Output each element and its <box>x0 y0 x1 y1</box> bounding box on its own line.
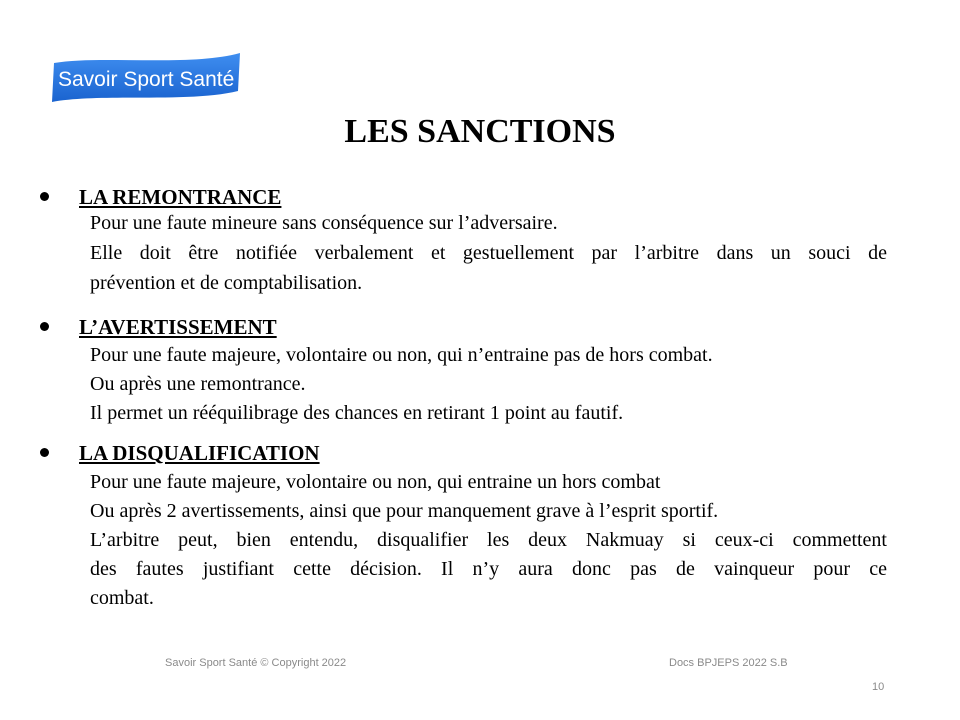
section-text-line: des fautes justifiant cette décision. Il n’y aura donc pas de vainqueur pour ce <box>90 558 887 580</box>
section-text-line: Elle doit être notifiée verbalement et gestuellement par l’arbitre dans un souci de <box>90 242 887 264</box>
logo-text: Savoir Sport Santé <box>58 68 235 91</box>
section-heading: L’AVERTISSEMENT <box>79 315 277 339</box>
bullet-icon <box>40 192 49 201</box>
logo-banner <box>50 53 242 103</box>
footer-copyright: Savoir Sport Santé © Copyright 2022 <box>165 657 347 669</box>
section-text-line: Ou après 2 avertissements, ainsi que pour manquement grave à l’esprit sportif. <box>90 500 719 522</box>
section-text-line: Pour une faute majeure, volontaire ou non, qui entraine un hors combat <box>90 471 661 493</box>
savoir-sport-sante-logo <box>50 53 242 103</box>
section-text-line: combat. <box>90 587 154 609</box>
page-number: 10 <box>872 681 885 693</box>
page-title: LES SANCTIONS <box>344 113 616 150</box>
section-text-line: Pour une faute majeure, volontaire ou non, qui n’entraine pas de hors combat. <box>90 344 713 366</box>
section-text-line: Ou après une remontrance. <box>90 373 306 395</box>
section-text-line: prévention et de comptabilisation. <box>90 272 363 294</box>
section-text-line: L’arbitre peut, bien entendu, disqualifier les deux Nakmuay si ceux-ci commettent <box>90 529 887 551</box>
section-heading: LA REMONTRANCE <box>79 185 282 209</box>
bullet-icon <box>40 448 49 457</box>
section-heading: LA DISQUALIFICATION <box>79 441 320 465</box>
footer-docs-reference: Docs BPJEPS 2022 S.B <box>669 657 788 669</box>
section-text-line: Il permet un rééquilibrage des chances en retirant 1 point au fautif. <box>90 402 624 424</box>
section-text-line: Pour une faute mineure sans conséquence sur l’adversaire. <box>90 212 558 234</box>
bullet-icon <box>40 322 49 331</box>
